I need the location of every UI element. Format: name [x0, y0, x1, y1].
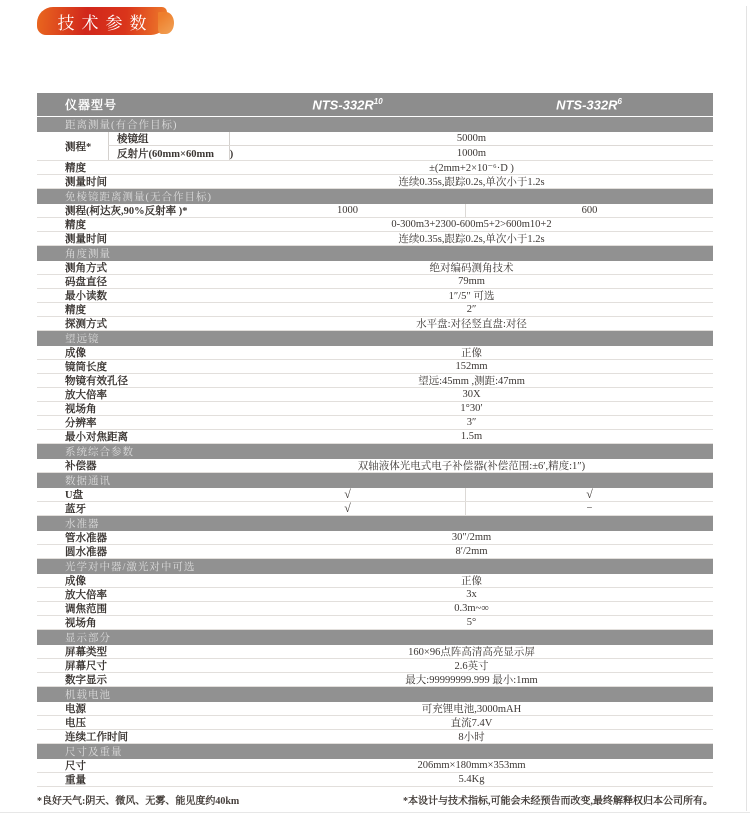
- row-label: 调焦范围: [65, 604, 107, 615]
- row-value-left: [230, 205, 465, 216]
- row-label: 屏幕类型: [65, 647, 107, 658]
- row-label: 电压: [65, 718, 86, 729]
- row-value: 0.3m~∞: [454, 603, 489, 614]
- model-superscript: 6: [617, 96, 622, 106]
- row-value: 160×96点阵高清高亮显示屏: [408, 647, 535, 658]
- page-title-badge: [37, 7, 167, 35]
- row-value: ±(2mm+2×10⁻⁶·D ): [429, 162, 514, 174]
- section-header: [37, 117, 713, 132]
- section-title: 系统综合参数: [65, 447, 134, 458]
- section-header: [37, 246, 713, 261]
- row-value: 152mm: [455, 361, 488, 372]
- row-value: 正像: [461, 576, 482, 587]
- spec-row: [37, 275, 713, 289]
- section-header: [37, 744, 713, 759]
- section-title: 距离测量(有合作目标): [65, 120, 178, 131]
- spec-row: [37, 716, 713, 730]
- page-edge-bottom: [0, 812, 750, 813]
- spec-row: [37, 645, 713, 659]
- row-value: 3″: [466, 417, 477, 428]
- row-value: 双轴液体光电式电子补偿器(补偿范围:±6′,精度:1″): [357, 461, 586, 472]
- spec-row: [37, 459, 713, 473]
- row-value: 30X: [462, 389, 481, 400]
- row-label: 放大倍率: [65, 390, 107, 401]
- row-label: 蓝牙: [65, 504, 86, 515]
- spec-row: [37, 673, 713, 687]
- row-label: 视场角: [65, 404, 97, 415]
- row-label: 补偿器: [65, 461, 97, 472]
- spec-row: [37, 574, 713, 588]
- row-value: 1000: [337, 205, 358, 216]
- spec-row: [37, 588, 713, 602]
- section-title: 显示部分: [65, 633, 111, 644]
- spec-row: [37, 317, 713, 331]
- row-value: 8小时: [458, 732, 485, 743]
- row-value: 连续0.35s,跟踪0.2s,单次小于1.2s: [398, 234, 545, 245]
- spec-row: [37, 488, 713, 502]
- check-icon: √: [344, 487, 351, 501]
- row-value: 79mm: [458, 276, 485, 287]
- row-label: 屏幕尺寸: [65, 661, 107, 672]
- footnotes: [37, 792, 713, 807]
- section-title: 角度测量: [65, 249, 111, 260]
- row-label: 测程*: [65, 141, 92, 153]
- model-name: NTS-332R: [556, 97, 618, 113]
- row-label: 镜筒长度: [65, 362, 107, 373]
- row-value: 望远:45mm ,测距:47mm: [418, 376, 525, 387]
- spec-row: [37, 616, 713, 630]
- row-label: 精度: [65, 220, 86, 231]
- row-value: 水平盘:对径竖直盘:对径: [416, 319, 527, 330]
- spec-row: [37, 545, 713, 559]
- row-label: 精度: [65, 305, 86, 316]
- row-value: 1°30′: [460, 403, 483, 414]
- row-value: 连续0.35s,跟踪0.2s,单次小于1.2s: [398, 177, 545, 188]
- row-value: 0-300m3+2300-600m5+2>600m10+2: [391, 219, 552, 230]
- subrow-label: 反射片(60mm×60mm ): [108, 146, 230, 160]
- spec-row: [37, 218, 713, 232]
- section-header: [37, 630, 713, 645]
- spec-subrow: [108, 146, 713, 160]
- row-label: 圆水准器: [65, 547, 107, 558]
- spec-row: [37, 161, 713, 175]
- row-value: 最大:99999999.999 最小:1mm: [405, 675, 538, 686]
- section-header: [37, 473, 713, 488]
- row-label: 电源: [65, 704, 86, 715]
- section-title: 数据通讯: [65, 476, 111, 487]
- row-value-right: [465, 204, 713, 217]
- row-label: 视场角: [65, 618, 97, 629]
- row-value-right: [465, 502, 713, 515]
- section-title: 望远镜: [65, 334, 100, 345]
- spec-row: [37, 232, 713, 246]
- row-label: 连续工作时间: [65, 732, 128, 743]
- row-value-left: [230, 487, 465, 502]
- row-label: 物镜有效孔径: [65, 376, 128, 387]
- spec-row: [37, 702, 713, 716]
- row-value: 8′/2mm: [455, 546, 488, 557]
- spec-row: [37, 346, 713, 360]
- table-header-row: [37, 93, 713, 116]
- section-title: 机载电池: [65, 690, 111, 701]
- spec-row: [37, 730, 713, 744]
- row-value: 正像: [461, 348, 482, 359]
- spec-row: [37, 374, 713, 388]
- spec-row: [37, 430, 713, 444]
- row-label: 分辨率: [65, 418, 97, 429]
- row-label: 重量: [65, 775, 86, 786]
- spec-row: [37, 773, 713, 787]
- check-icon: √: [344, 501, 351, 515]
- spec-row: [37, 759, 713, 773]
- footnote-disclaimer: *本设计与技术指标,可能会未经预告而改变,最终解释权归本公司所有。: [403, 796, 713, 807]
- spec-row: [37, 402, 713, 416]
- section-header: [37, 687, 713, 702]
- header-model-nts-332r-6: [465, 97, 713, 112]
- spec-row: [37, 602, 713, 616]
- subrow-label: 棱镜组: [108, 132, 230, 145]
- row-value: 600: [581, 205, 598, 216]
- section-header: [37, 331, 713, 346]
- row-value: 30″/2mm: [451, 532, 492, 543]
- not-supported-dash: −: [586, 503, 593, 514]
- row-label: 成像: [65, 576, 86, 587]
- row-label: 最小对焦距离: [65, 432, 128, 443]
- row-label: 最小读数: [65, 291, 107, 302]
- spec-row: [37, 261, 713, 275]
- spec-table: [37, 93, 713, 787]
- spec-row: [37, 289, 713, 303]
- row-value: 2″: [466, 304, 477, 315]
- row-label: 测程(柯达灰,90%反射率 )*: [65, 206, 188, 217]
- spec-row: [37, 416, 713, 430]
- page-edge-right: [746, 6, 747, 811]
- row-label: 测量时间: [65, 234, 107, 245]
- section-header: [37, 189, 713, 204]
- spec-row: [37, 531, 713, 545]
- spec-row: [37, 132, 713, 161]
- section-title: 水准器: [65, 519, 100, 530]
- row-value: 绝对编码测角技术: [429, 263, 514, 274]
- row-value: 3x: [466, 589, 477, 600]
- section-title: 免棱镜距离测量(无合作目标): [65, 192, 212, 203]
- row-value: 2.6英寸: [454, 661, 489, 672]
- check-icon: √: [586, 487, 593, 501]
- row-label: 放大倍率: [65, 590, 107, 601]
- row-label: 精度: [65, 163, 86, 174]
- row-value: 206mm×180mm×353mm: [417, 760, 526, 771]
- row-label: 尺寸: [65, 761, 86, 772]
- spec-row: [37, 360, 713, 374]
- spec-row: [37, 659, 713, 673]
- row-label: 探测方式: [65, 319, 107, 330]
- row-value: 可充锂电池,3000mAH: [421, 704, 522, 715]
- row-label: U盘: [65, 490, 84, 501]
- spec-subrow: [108, 132, 713, 146]
- row-value: 1.5m: [460, 431, 483, 442]
- row-value: 5°: [466, 617, 477, 628]
- spec-row: [37, 303, 713, 317]
- row-value: 1000m: [456, 147, 487, 159]
- row-value-right: [465, 488, 713, 501]
- spec-row: [37, 388, 713, 402]
- footnote-weather: *良好天气:阴天、微风、无雾、能见度约40km: [37, 796, 240, 807]
- spec-row: [37, 204, 713, 218]
- row-value: 1″/5″ 可选: [448, 291, 495, 302]
- header-model-nts-332r-10: [230, 97, 465, 112]
- row-label: 管水准器: [65, 533, 107, 544]
- page-title: 技术参数: [57, 13, 154, 33]
- model-superscript: 10: [373, 96, 383, 106]
- header-instrument-label: 仪器型号: [65, 98, 118, 112]
- row-value-left: [230, 501, 465, 516]
- nested-subrows: [108, 132, 713, 160]
- spec-row: [37, 175, 713, 189]
- row-label: 测量时间: [65, 177, 107, 188]
- row-label: 码盘直径: [65, 277, 107, 288]
- spec-row: [37, 502, 713, 516]
- section-header: [37, 516, 713, 531]
- row-value: 直流7.4V: [450, 718, 493, 729]
- section-header: [37, 559, 713, 574]
- row-label: 测角方式: [65, 263, 107, 274]
- row-label: 数字显示: [65, 675, 107, 686]
- row-value: 5000m: [456, 133, 487, 144]
- model-name: NTS-332R: [312, 97, 374, 113]
- section-header: [37, 444, 713, 459]
- row-label: 成像: [65, 348, 86, 359]
- section-title: 光学对中器/激光对中可选: [65, 562, 196, 573]
- row-value: 5.4Kg: [458, 774, 485, 785]
- section-title: 尺寸及重量: [65, 747, 123, 758]
